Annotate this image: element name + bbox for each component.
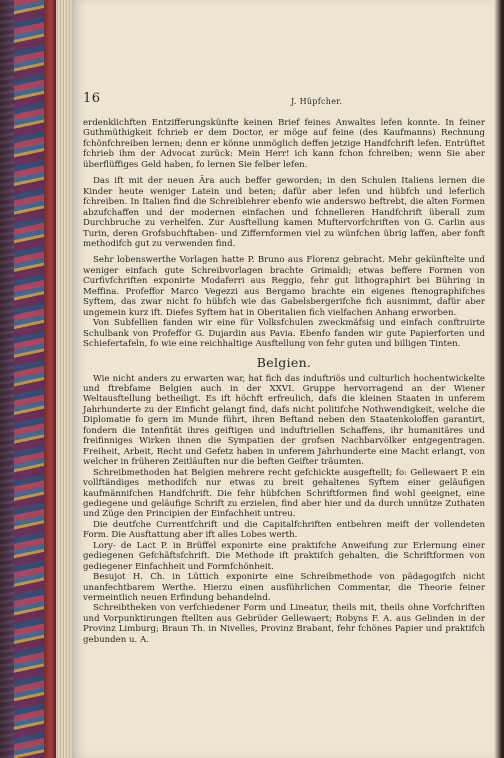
page-header: [83, 91, 485, 118]
book-cover: [0, 0, 56, 758]
paragraph: Besujot H. Ch. in Lüttich exponirte eine Schreibmethode von pädagogifch nicht unanfechtbarem Werthe. Hierzu einen ausführlichen Commentar, die Theorie feiner vermeintlich neuen Erfindung behandelnd.: [83, 572, 485, 604]
marbled-edge: [14, 0, 44, 758]
paragraph: Schreibmethoden hat Belgien mehrere recht gefchickte ausgeftellt; fo: Gellewaert P. ein vollftändiges methodifch nur etwas zu breit gehaltenes Syftem einer geläufigen kaufmännifchen Handfchrift. Die fehr hübfchen Schriftformen find wohl geeignet, eine gediegene und geläufige Schrift zu erzielen, find aber hier und da durch unnütze Zuthaten und Züge den Principien der Einfachheit untreu.: [83, 467, 485, 520]
section-title: Belgien.: [256, 354, 312, 370]
paragraph: Von Subfellien fanden wir eine für Volksfchulen zweckmäfsig und einfach conftruirte Schulbank von Profeffor G. Dujardin aus Pavia. Ebenfo fanden wir gute Papierforten und Schiefertafeln, fo wie eine reichhaltige Ausftellung von fehr guten und billigen Tinten.: [83, 318, 485, 350]
paragraph: Wie nicht anders zu erwarten war, hat fich das induftriös und culturlich hochentwickelte und ftrebfame Belgien auch in der XXVI. Gruppe hervorragend an der Wiener Weltausftellung betheiligt. Es ift höchft erfreulich, dafs die kleinen Staaten in unferem Jahrhunderte zu der Einficht gelangt find, dafs nicht politifche Nothwendigkeit, welche die Diplomatie fo gern im Munde führt, ihren Beftand neben den Staatenkoloffen garantirt, fondern die Intenfität ihres geiftigen und induftriellen Schaffens, ihr humanitäres und freifinniges Wirken ihnen die Sympatien der grofsen Nachbarvölker entgegentragen. Freiheit, Arbeit, Recht und Gefetz haben in unferem Jahrhunderte eine Macht erlangt, von welcher in früheren Zeitläuften nur die beften Geifter träumten.: [83, 373, 485, 468]
page-content: [83, 91, 485, 645]
spine-edge: [44, 0, 56, 758]
page-stack-edge: [56, 0, 72, 758]
paragraph: erdenklichften Entzifferungskünfte keinen Brief feines Anwaltes lefen konnte. In feiner Guthmüthigkeit fchrieb er dem Doctor, er möge auf feine (des Kaufmanns) Rechnung fchönfchreiben lernen; denn er könne unmöglich deffen jetzige Handfchrift lefen. Entrüftet fchrieb ihm der Advocat zurück: Mein Herr! ich kann fchon fchreiben; wenn Sie aber überflüffiges Geld haben, fo lernen Sie felber lefen.: [83, 118, 485, 170]
page-number: 16: [83, 91, 101, 106]
paragraph: Das ift mit der neuen Ära auch beffer geworden; in den Schulen Italiens lernen die Kinder heute weniger Latein und beten; dafür aber lefen und hübfch und leferlich fchreiben. In Italien find die Schreiblehrer ebenfo wie anderswo beftrebt, die alten Formen abzufchaffen und der modernen einfachen und fchnelleren Handfchrift überall zum Durchbruche zu verhelfen. Zur Ausftellung kamen Muftervorfchriften von G. Carlin aus Turin, deren Grofsbuchftaben- und Ziffernformen viel zu wünfchen übrig laffen, aber fonft methodifch gut zu verwenden find.: [83, 176, 485, 249]
paragraph: Sehr lobenswerthe Vorlagen hatte P. Bruno aus Florenz gebracht. Mehr gekünftelte und weniger einfach gute Schreibvorlagen brachte Grimaldi; etwas beffere Formen von Curfivfchriften exponirte Modaferri aus Reggio, fehr gut lithographirt bei Bühring in Meffina. Profeffor Marco Vegezzi aus Bergamo brachte ein eigenes ftenographifches Syftem, das zwar nicht fo hübfch wie das Gabelsbergerifche fich ausnimmt, dafür aber ungemein kurz ift. Diefes Syftem hat in Oberitalien fich vielfachen Anhang erworben.: [83, 255, 485, 318]
paragraph: Die deutfche Currentfchrift und die Capitalfchriften entbehren meift der vollendeten Form. Die Ausftattung aber ift alles Lobes werth.: [83, 519, 485, 541]
paragraph: Lory- de Lact P. in Brüffel exponirte eine praktifche Anweifung zur Erlernung einer gediegenen Gefchäftsfchrift. Die Methode ift praktifch gehalten, die Schriftformen von gediegener Einfachheit und Formfchönheit.: [83, 540, 485, 572]
page-right-edge: [494, 0, 504, 758]
paragraph: Schreibtheken von verfchiedener Form und Lineatur, theils mit, theils ohne Vorfchriften und Vorpunktirungen ftellten aus Gebrüder Gellewaert; Robyns F. A. aus Gelinden in der Provinz Limburg; Braun Th. in Nivelles, Provinz Brabant, fehr fchönes Papier und praktifch gebunden u. A.: [83, 603, 485, 645]
running-head: J. Hüpfcher.: [291, 97, 343, 106]
